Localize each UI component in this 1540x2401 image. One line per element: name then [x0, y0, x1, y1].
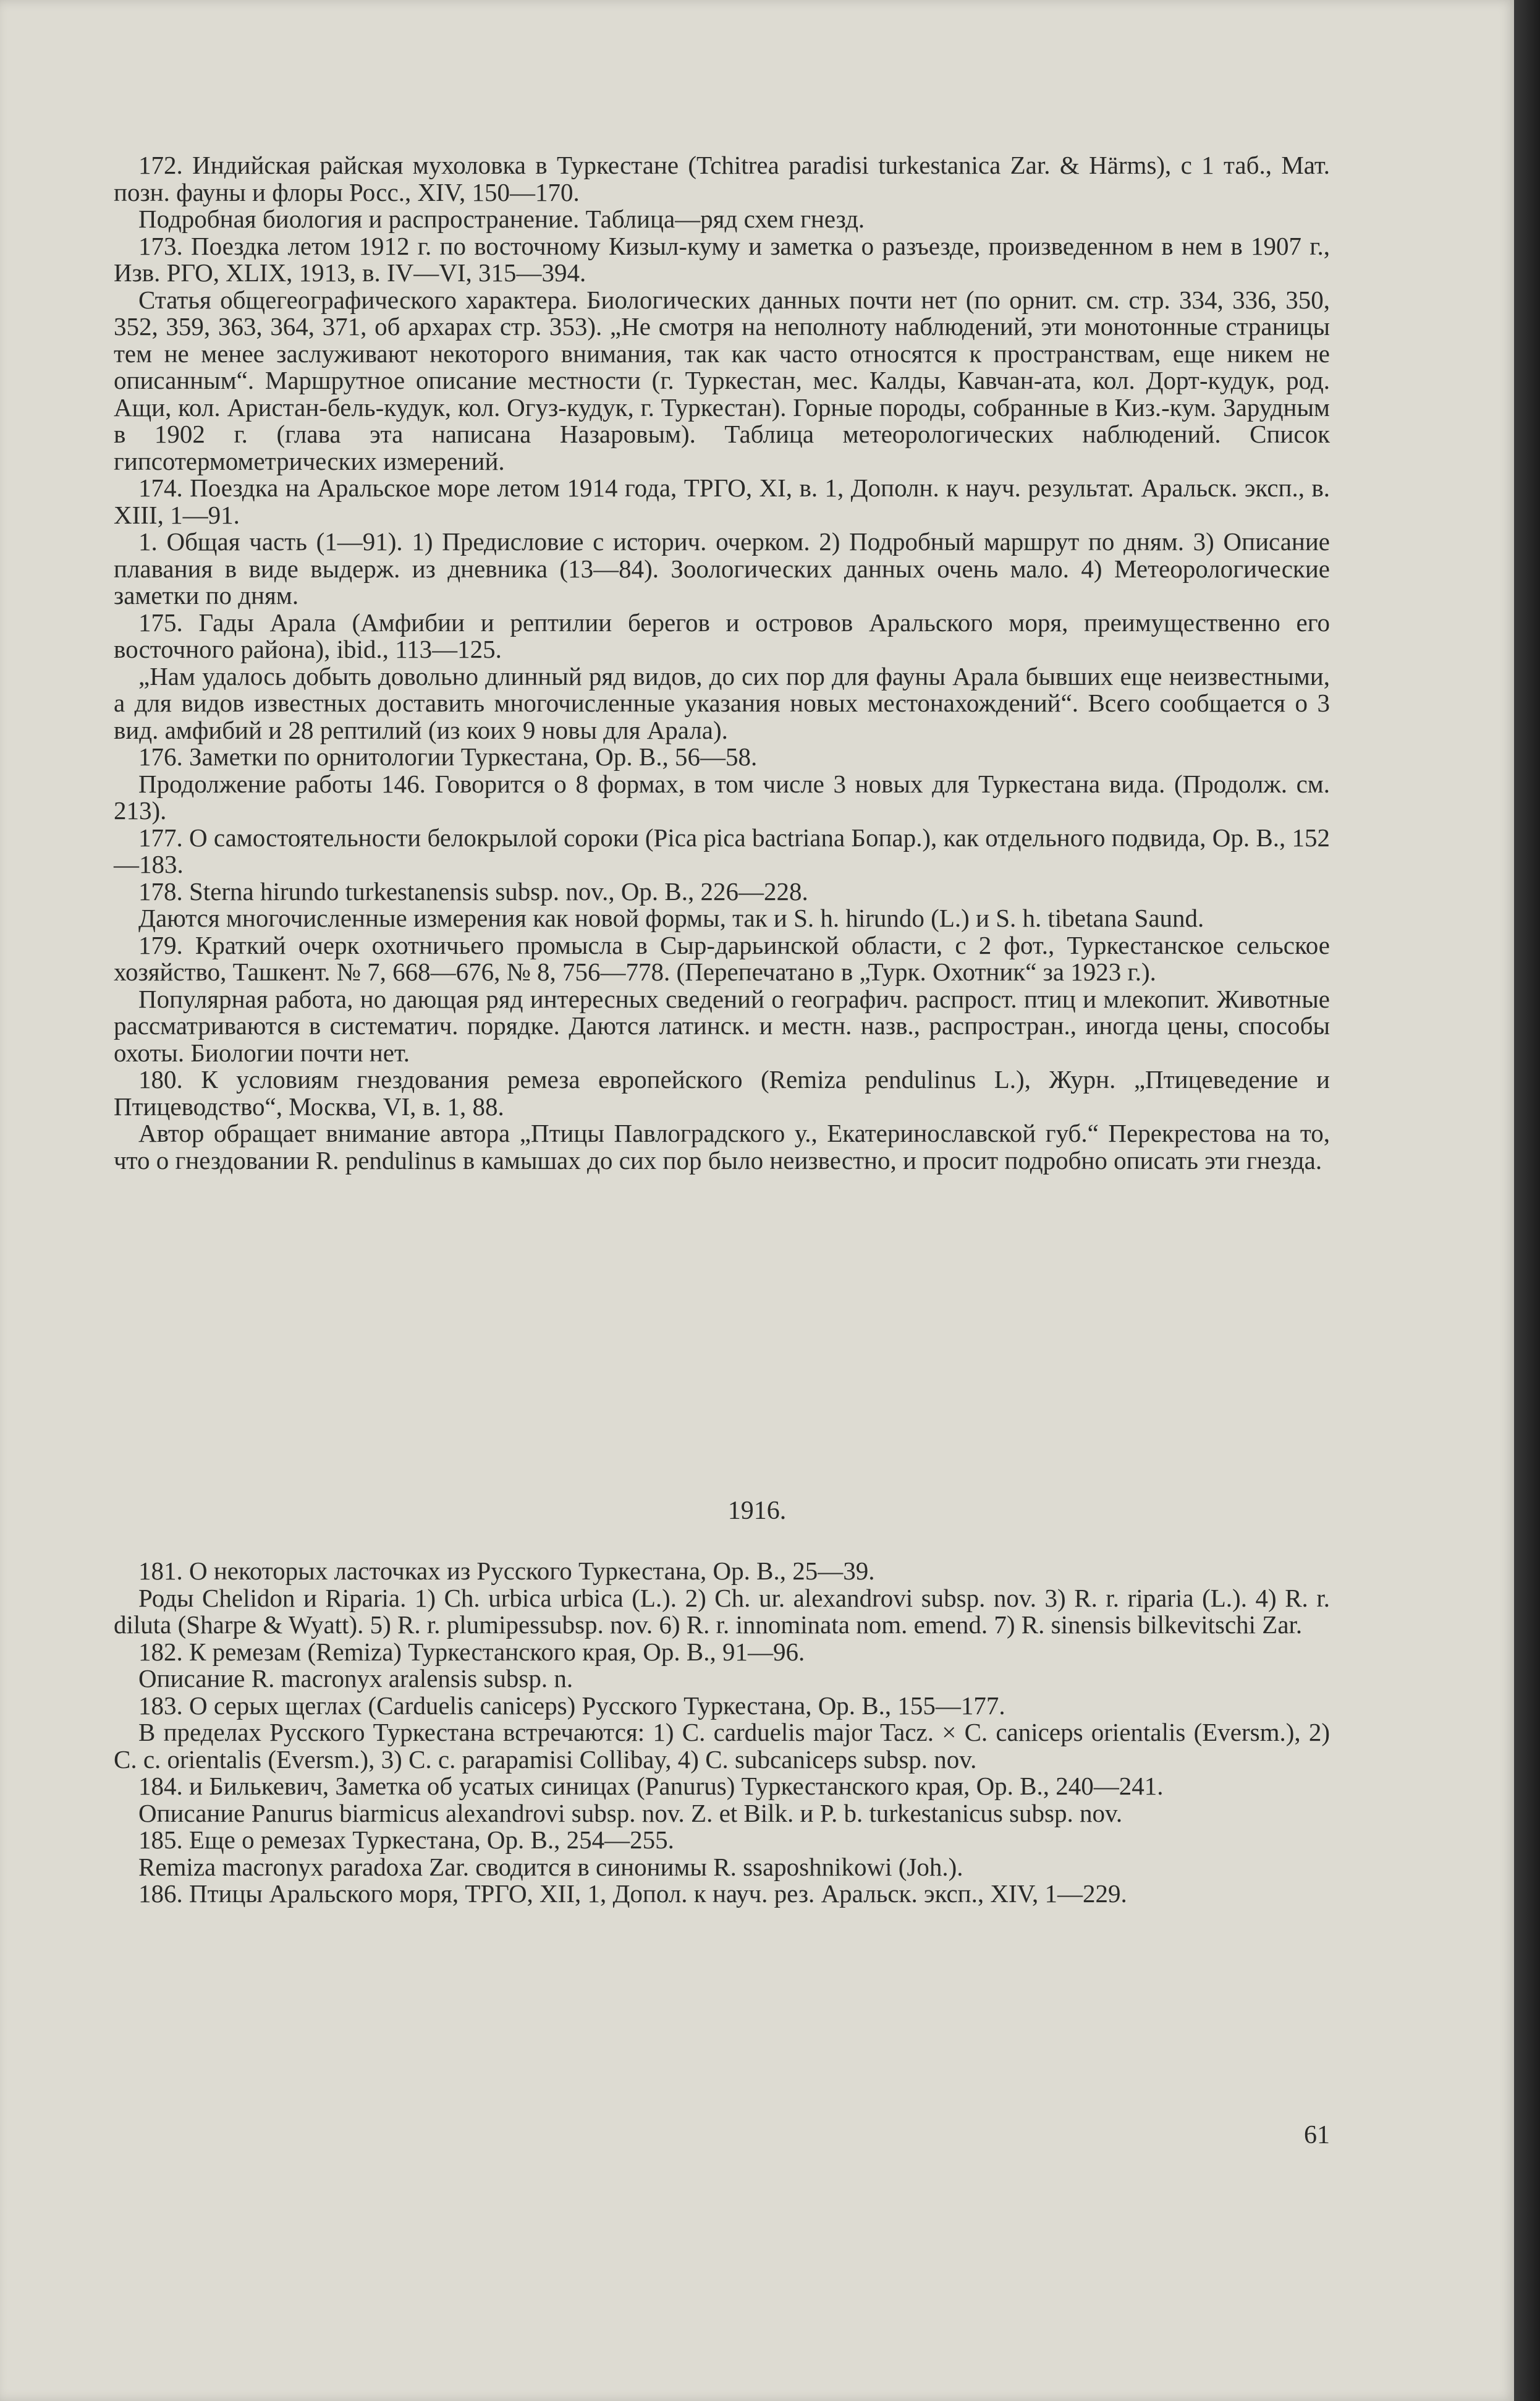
entry-179: 179. Краткий очерк охотничьего промысла в Сыр-дарьинской области, с 2 фот., Туркестанское сельское хозяйство, Ташкент. № 7, 668—676, № 8, 756—778. (Перепечатано в „Турк. Охотник“ за 1923 г.). — [114, 930, 1330, 986]
year-heading: 1916. — [727, 1497, 787, 1525]
entries-1916 — [114, 1558, 1330, 1908]
entry-174: 174. Поездка на Аральское море летом 1914 года, ТРГО, XI, в. 1, Дополн. к науч. результат. Аральск. эксп., в. XIII, 1—91. — [114, 474, 1330, 529]
entry-181: 181. О некоторых ласточках из Русского Туркестана, Ор. В., 25—39. — [138, 1557, 875, 1585]
annotation-184: Описание Panurus biarmicus alexandrovi subsp. nov. Z. et Bilk. и P. b. turkestanicus subsp. nov. — [138, 1798, 1123, 1827]
entry-186: 186. Птицы Аральского моря, ТРГО, XII, 1, Допол. к науч. рез. Аральск. эксп., XIV, 1—229. — [138, 1879, 1127, 1908]
book-edge — [1514, 0, 1540, 2401]
annotation-181: Роды Chelidon и Riparia. 1) Ch. urbica urbica (L.). 2) Ch. ur. alexandrovi subsp. nov. 3) R. r. riparia (L.). 4) R. r. diluta (Sharpe & Wyatt). 5) R. r. plumipessubsp. nov. 6) R. r. innominata nom. emend. 7) R. sinensis bilkevitschi Zar. — [114, 1583, 1330, 1639]
entry-184: 184. и Билькевич, Заметка об усатых синицах (Panurus) Туркестанского края, Ор. В., 240—241. — [138, 1772, 1164, 1800]
entry-182: 182. К ремезам (Remiza) Туркестанского края, Ор. В., 91—96. — [138, 1637, 805, 1666]
annotation-172: Подробная биология и распространение. Таблица—ряд схем гнезд. — [138, 205, 865, 233]
entry-180: 180. К условиям гнездования ремеза европейского (Remiza pendulinus L.), Журн. „Птицеведение и Птицеводство“, Москва, VI, в. 1, 88. — [114, 1065, 1330, 1121]
entry-177: 177. О самостоятельности белокрылой сороки (Pica pica bactriana Бопар.), как отдельного подвида, Ор. В., 152—183. — [114, 823, 1330, 878]
annotation-185: Remiza macronyx paradoxa Zar. сводится в синонимы R. ssaposhnikowi (Joh.). — [138, 1852, 963, 1881]
annotation-183: В пределах Русского Туркестана встречаются: 1) C. carduelis major Tacz. × C. caniceps orientalis (Eversm.), 2) C. c. orientalis (Eversm.), 3) C. c. parapamisi Collibay, 4) C. subcaniceps subsp. nov. — [114, 1718, 1330, 1774]
annotation-176: Продолжение работы 146. Говорится о 8 формах, в том числе 3 новых для Туркестана вида. (Продолж. см. 213). — [114, 769, 1330, 825]
annotation-174: 1. Общая часть (1—91). 1) Предисловие с историч. очерком. 2) Подробный маршрут по дням. 3) Описание плавания в виде выдерж. из дневника (13—84). Зоологических данных очень мало. 4) Метеорологические заметки по дням. — [114, 527, 1330, 610]
page-number: 61 — [1304, 2121, 1330, 2149]
entries-1915 — [114, 152, 1330, 1174]
annotation-173: Статья общегеографического характера. Биологических данных почти нет (по орнит. см. стр. 334, 336, 350, 352, 359, 363, 364, 371, об архарах стр. 353). „Не смотря на неполноту наблюдений, эти монотонные страницы тем не менее заслуживают некоторого внимания, так как часто относятся к пространствам, еще никем не описанным“. Маршрутное описание местности (г. Туркестан, мес. Калды, Кавчан-ата, кол. Дорт-кудук, род. Ащи, кол. Аристан-бель-кудук, кол. Огуз-кудук, г. Туркестан). Горные породы, собранные в Киз.-кум. Зарудным в 1902 г. (глава эта написана Назаровым). Таблица метеорологических наблюдений. Список гипсотермометрических измерений. — [114, 285, 1330, 475]
entry-183: 183. О серых щеглах (Carduelis caniceps) Русского Туркестана, Ор. В., 155—177. — [138, 1691, 1005, 1720]
annotation-175: „Нам удалось добыть довольно длинный ряд видов, до сих пор для фауны Арала бывших еще неизвестными, а для видов известных доставить многочисленные указания новых местонахождений“. Всего сообщается о 3 вид. амфибий и 28 рептилий (из коих 9 новы для Арала). — [114, 661, 1330, 744]
annotation-179: Популярная работа, но дающая ряд интересных сведений о географич. распрост. птиц и млекопит. Животные рассматриваются в систематич. порядке. Даются латинск. и местн. назв., распростран., иногда цены, способы охоты. Биологии почти нет. — [114, 984, 1330, 1067]
entry-172: 172. Индийская райская мухоловка в Туркестане (Tchitrea paradisi turkestanica Zar. & Härms), с 1 таб., Мат. позн. фауны и флоры Росс., XIV, 150—170. — [114, 151, 1330, 206]
entry-173: 173. Поездка летом 1912 г. по восточному Кизыл-куму и заметка о разъезде, произведенном в нем в 1907 г., Изв. РГО, XLIX, 1913, в. IV—VI, 315—394. — [114, 231, 1330, 287]
entry-175: 175. Гады Арала (Амфибии и рептилии берегов и островов Аральского моря, преимущественно его восточного района), ibid., 113—125. — [114, 608, 1330, 663]
annotation-178: Даются многочисленные измерения как новой формы, так и S. h. hirundo (L.) и S. h. tibetana Saund. — [138, 904, 1204, 932]
entry-178: 178. Sterna hirundo turkestanensis subsp. nov., Ор. В., 226—228. — [138, 877, 808, 906]
annotation-180: Автор обращает внимание автора „Птицы Павлоградского у., Екатеринославской губ.“ Перекрестова на то, что о гнездовании R. pendulinus в камышах до сих пор было неизвестно, и просит подробно описать эти гнезда. — [114, 1119, 1330, 1175]
annotation-182: Описание R. macronyx aralensis subsp. n. — [138, 1664, 573, 1693]
entry-185: 185. Еще о ремезах Туркестана, Ор. В., 254—255. — [138, 1825, 674, 1854]
entry-176: 176. Заметки по орнитологии Туркестана, Ор. В., 56—58. — [138, 742, 758, 771]
